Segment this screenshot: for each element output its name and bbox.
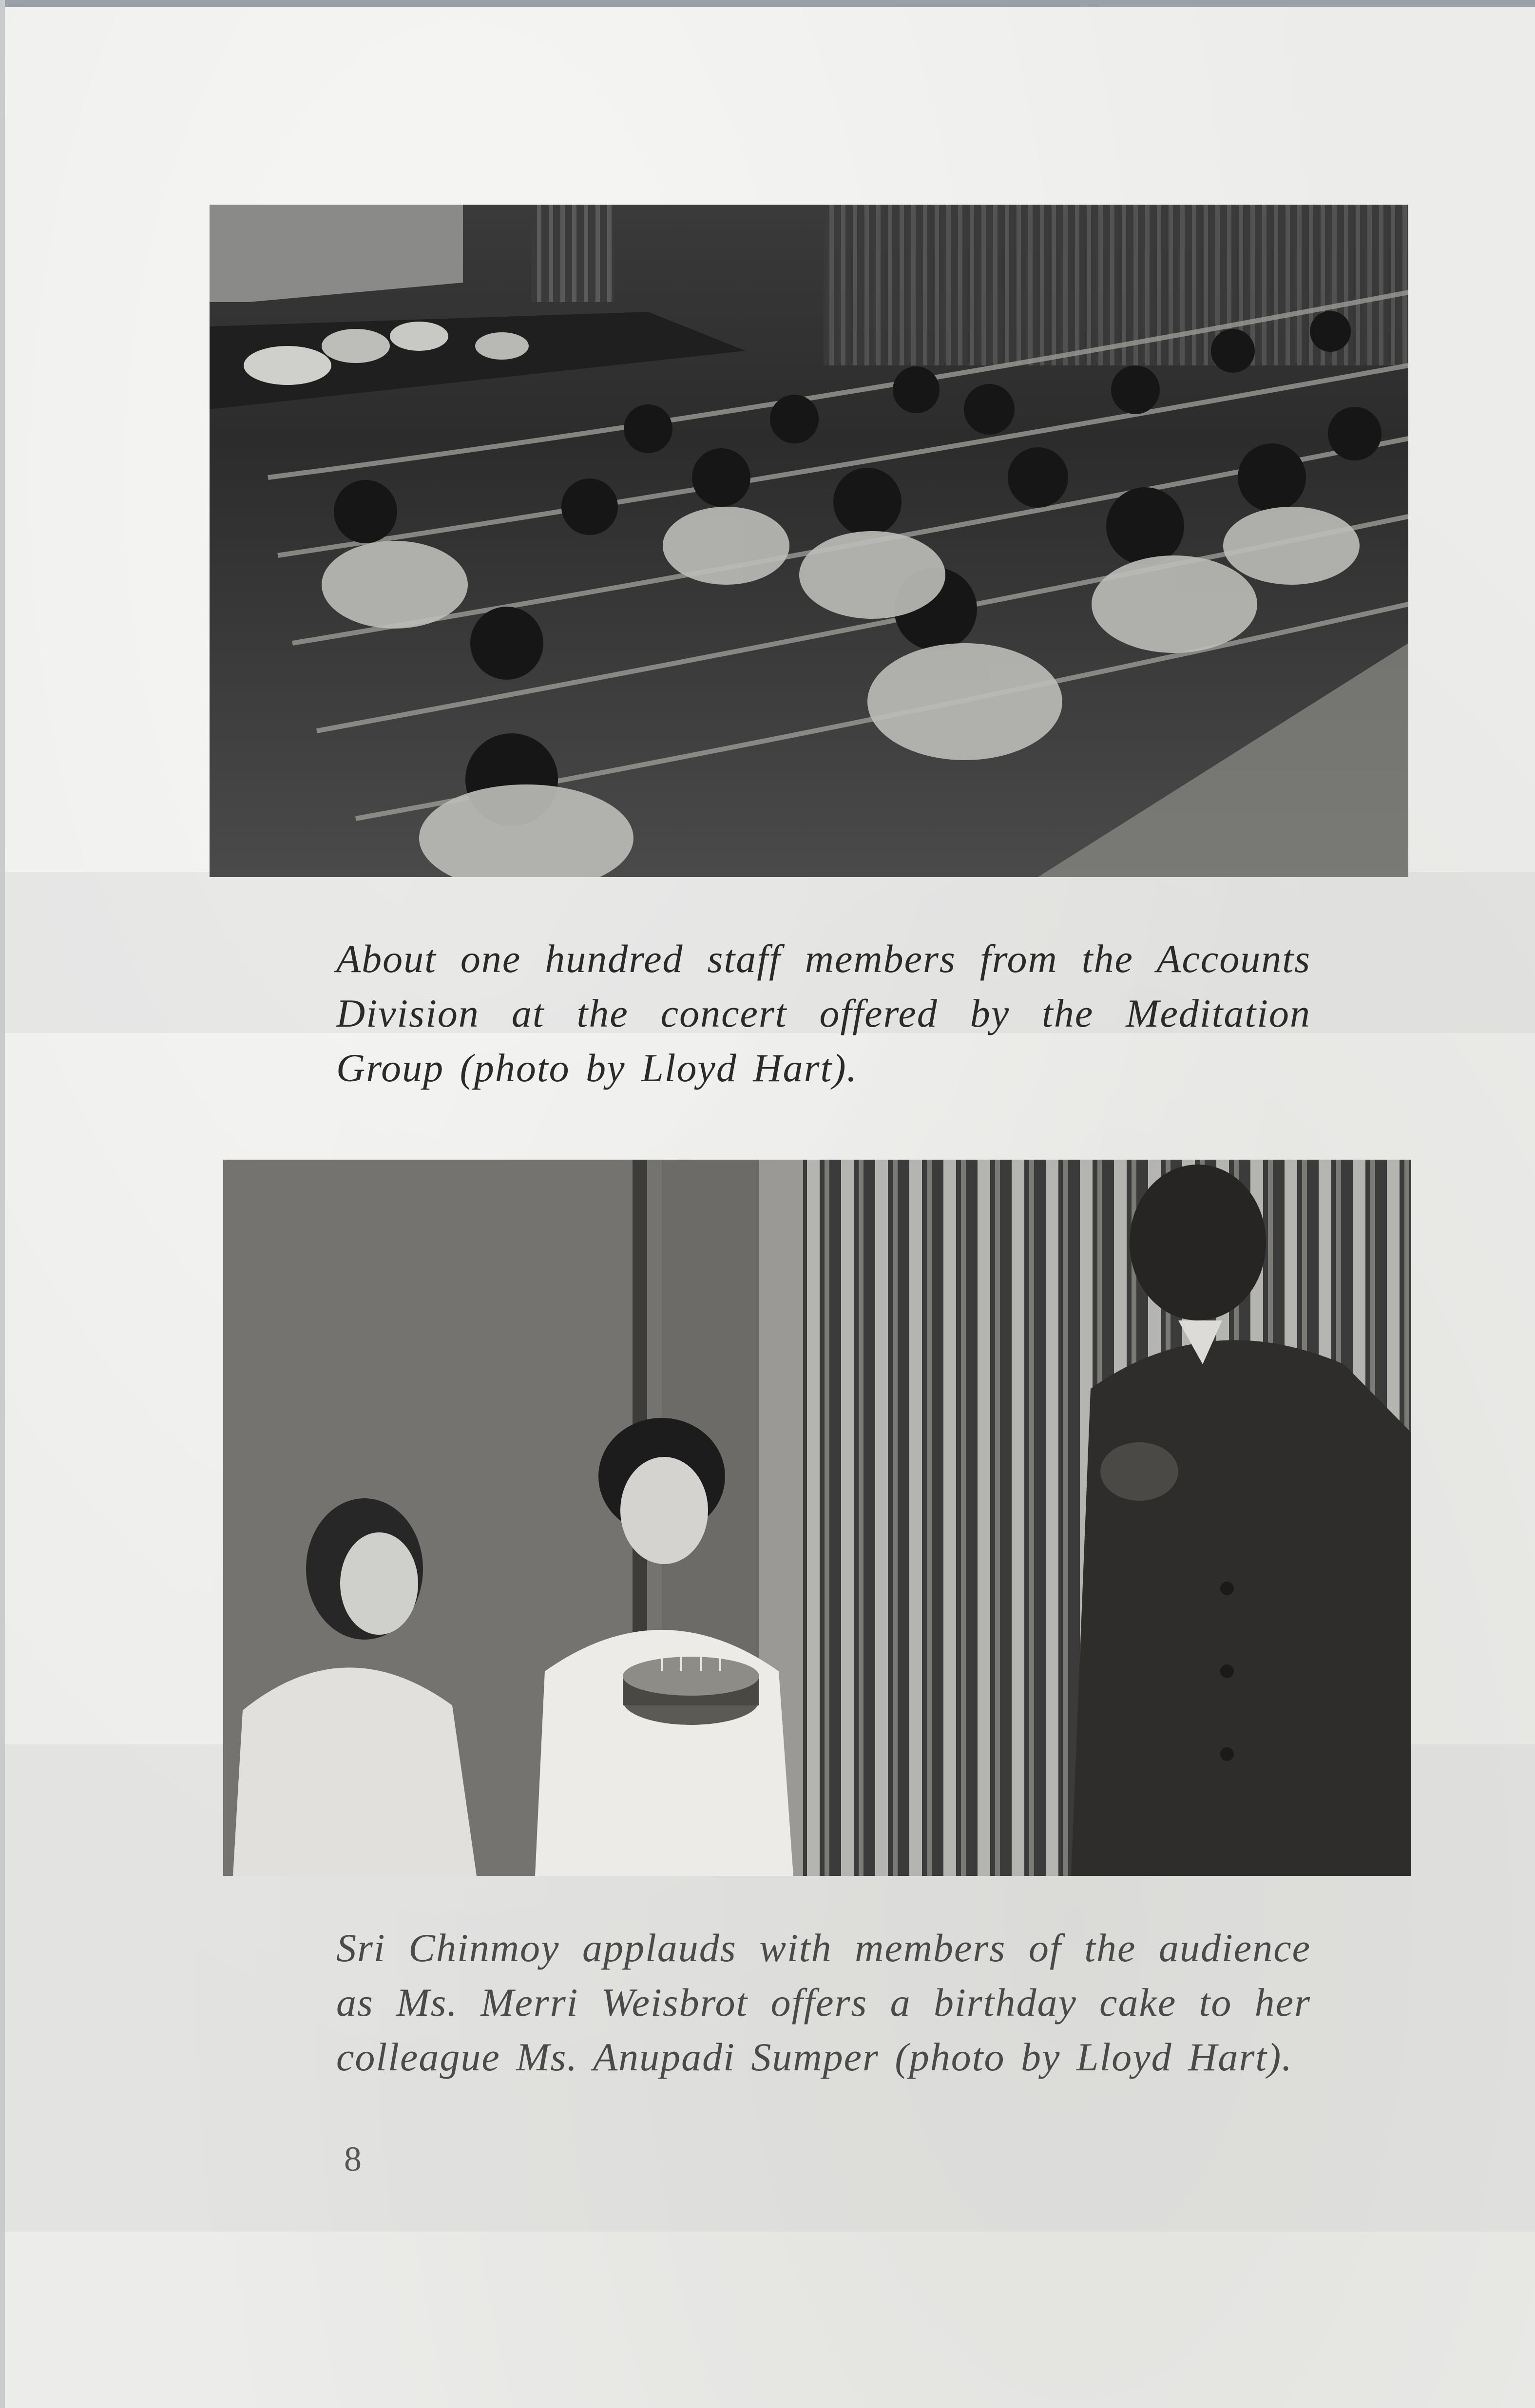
page-number: 8 xyxy=(344,2140,362,2179)
birthday-photo-caption: Sri Chinmoy applauds with members of the audience as Ms. Merri Weisbrot offers a birthday cake to her colleague Ms. Anupadi Sumper (photo by Lloyd Hart). xyxy=(336,1926,1311,2079)
audience-photo xyxy=(210,205,1408,877)
birthday-photo xyxy=(223,1160,1411,1876)
scan-edge-top xyxy=(0,0,1535,7)
audience-photo-image xyxy=(210,205,1408,877)
audience-photo-caption: About one hundred staff members from the Accounts Division at the concert offered by the Meditation Group (photo by Lloyd Hart). xyxy=(336,936,1311,1090)
birthday-photo-image xyxy=(223,1160,1411,1876)
